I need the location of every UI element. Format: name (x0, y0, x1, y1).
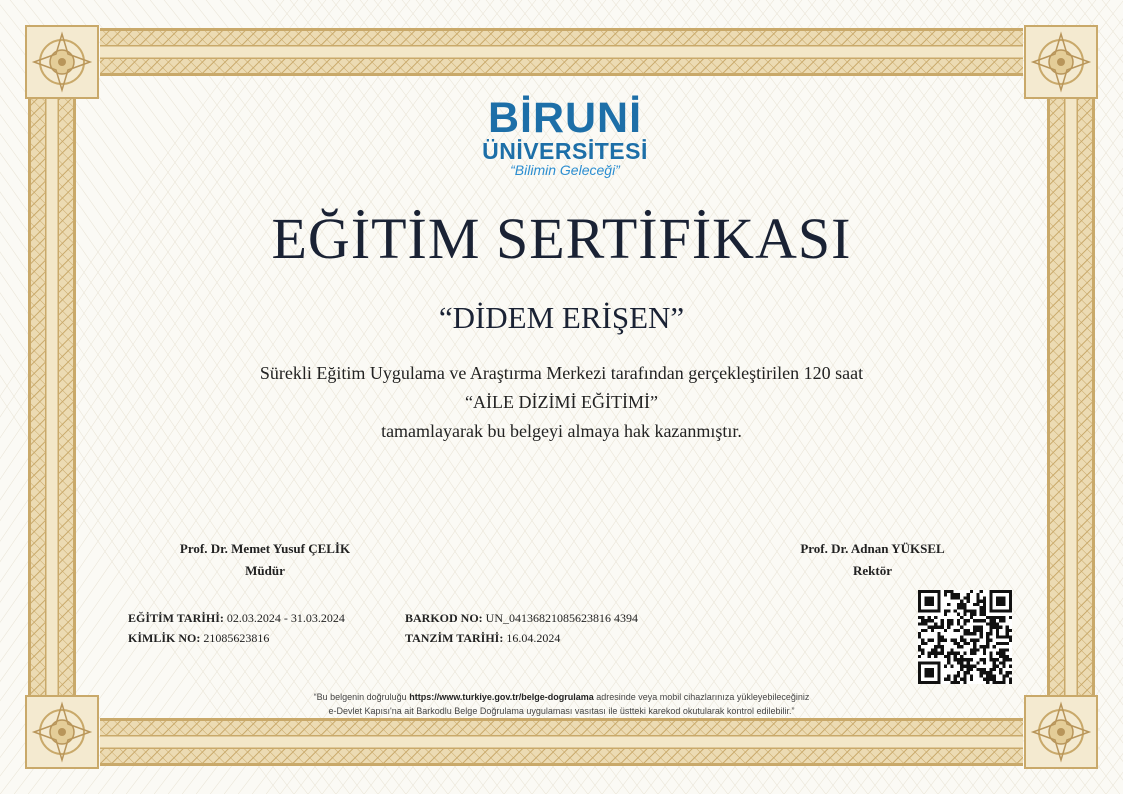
border-bottom (100, 718, 1023, 766)
certificate-body (0, 359, 1123, 446)
recipient-name: “DİDEM ERİŞEN” (438, 300, 685, 335)
university-subname: ÜNİVERSİTESİ (482, 138, 648, 164)
certificate-title: EĞİTİM SERTİFİKASI (271, 206, 852, 271)
corner-ornament-icon (24, 24, 100, 100)
body-line-3: tamamlayarak bu belgeyi almaya hak kazanmıştır. (381, 421, 742, 441)
id-number (128, 631, 269, 646)
training-date (128, 611, 345, 626)
corner-ornament-icon (1023, 24, 1099, 100)
verification-text-end: adresinde veya mobil cihazlarınıza yükleyebileceğiniz (596, 692, 810, 702)
issue-date-value: 16.04.2024 (506, 631, 561, 645)
university-logo (475, 96, 655, 178)
course-name: “AİLE DİZİMİ EĞİTİMİ” (465, 392, 658, 412)
issue-date-label: TANZİM TARİHİ: (405, 631, 504, 645)
signer-left-role: Müdür (245, 563, 285, 578)
id-value: 21085623816 (203, 631, 270, 645)
university-slogan: “Bilimin Geleceği” (510, 162, 620, 178)
training-date-label: EĞİTİM TARİHİ: (128, 611, 224, 625)
verification-line-2: e-Devlet Kapısı'na ait Barkodlu Belge Doğrulama uygulaması vasıtası ile üstteki karekod okutularak kontrol edilebilir.” (328, 706, 795, 716)
issue-date (405, 631, 560, 646)
verification-line-1 (0, 690, 1123, 704)
qr-code-icon[interactable] (918, 590, 1012, 684)
signature-right (760, 538, 985, 582)
barcode-label: BARKOD NO: (405, 611, 483, 625)
barcode-value: UN_04136821085623816 4394 (485, 611, 639, 625)
training-date-value: 02.03.2024 - 31.03.2024 (226, 611, 345, 625)
signer-right-role: Rektör (853, 563, 892, 578)
id-label: KİMLİK NO: (128, 631, 201, 645)
barcode-number (405, 611, 638, 626)
verification-note (0, 690, 1123, 718)
verification-text-start: “Bu belgenin doğruluğu (313, 692, 407, 702)
border-top (100, 28, 1023, 76)
university-name: BİRUNİ (487, 94, 643, 142)
body-line-1: Sürekli Eğitim Uygulama ve Araştırma Merkezi tarafından gerçekleştirilen 120 saat (259, 363, 864, 383)
verification-url[interactable]: https://www.turkiye.gov.tr/belge-dogrulama (409, 692, 594, 702)
signer-left-name: Prof. Dr. Memet Yusuf ÇELİK (179, 541, 351, 556)
signature-left (145, 538, 385, 582)
signer-right-name: Prof. Dr. Adnan YÜKSEL (800, 541, 945, 556)
